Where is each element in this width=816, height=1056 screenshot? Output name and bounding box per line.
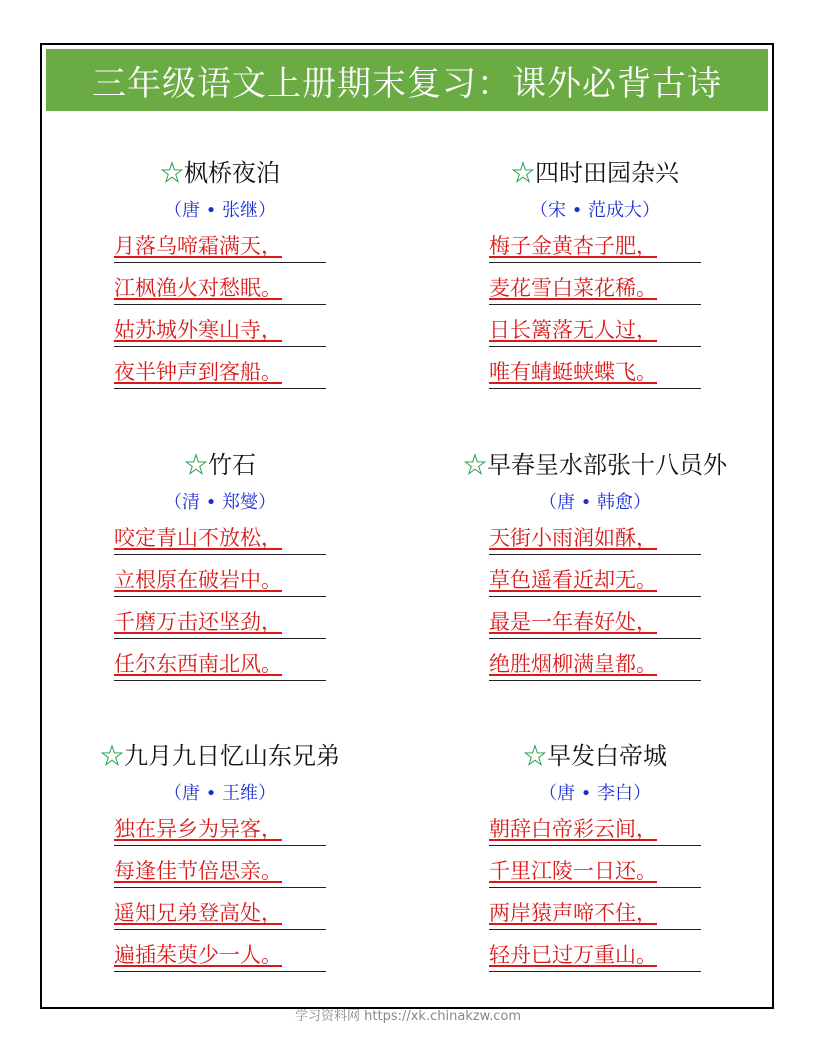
poem-line: 遍插茱萸少一人。: [114, 940, 326, 972]
poem-card: [70, 740, 370, 982]
star-icon: ☆: [511, 159, 535, 187]
star-icon: ☆: [463, 451, 487, 479]
poem-card: [445, 740, 745, 982]
poem-line: 江枫渔火对愁眠。: [114, 273, 326, 305]
poem-card: [445, 449, 745, 691]
poem-author: （唐 • 李白）: [538, 783, 652, 804]
poem-line: 任尔东西南北风。: [114, 649, 326, 681]
poem-line: 草色遥看近却无。: [489, 565, 701, 597]
star-icon: ☆: [100, 742, 124, 770]
poem-author: （唐 • 韩愈）: [538, 492, 652, 513]
poem-line: 夜半钟声到客船。: [114, 357, 326, 389]
poem-line: 轻舟已过万重山。: [489, 940, 701, 972]
poem-title: ☆竹石: [184, 451, 256, 479]
poem-line: 绝胜烟柳满皇都。: [489, 649, 701, 681]
poem-line: 朝辞白帝彩云间，: [489, 814, 701, 846]
star-icon: ☆: [184, 451, 208, 479]
poem-line: 千里江陵一日还。: [489, 856, 701, 888]
page-title: 三年级语文上册期末复习：课外必背古诗: [46, 49, 768, 111]
poem-line: 天街小雨润如酥，: [489, 523, 701, 555]
poem-line: 两岸猿声啼不住，: [489, 898, 701, 930]
poem-title: ☆九月九日忆山东兄弟: [100, 742, 340, 770]
poem-line: 千磨万击还坚劲，: [114, 607, 326, 639]
poem-line: 立根原在破岩中。: [114, 565, 326, 597]
poem-line: 遥知兄弟登高处，: [114, 898, 326, 930]
poem-line: 最是一年春好处，: [489, 607, 701, 639]
poem-line: 每逢佳节倍思亲。: [114, 856, 326, 888]
poem-line: 唯有蜻蜓蛱蝶飞。: [489, 357, 701, 389]
poem-line: 麦花雪白菜花稀。: [489, 273, 701, 305]
footer-watermark: 学习资料网 https://xk.chinakzw.com: [295, 1009, 521, 1024]
poem-title: ☆早春呈水部张十八员外: [463, 451, 727, 479]
poem-line: 咬定青山不放松，: [114, 523, 326, 555]
poem-line: 月落乌啼霜满天，: [114, 231, 326, 263]
poem-card: [70, 157, 370, 399]
poem-title: ☆枫桥夜泊: [160, 159, 280, 187]
poem-line: 梅子金黄杏子肥，: [489, 231, 701, 263]
poem-line: 独在异乡为异客，: [114, 814, 326, 846]
poem-author: （清 • 郑燮）: [163, 492, 277, 513]
poem-card: [70, 449, 370, 691]
star-icon: ☆: [160, 159, 184, 187]
star-icon: ☆: [523, 742, 547, 770]
poem-author: （唐 • 张继）: [163, 200, 277, 221]
poem-card: [445, 157, 745, 399]
poem-title: ☆早发白帝城: [523, 742, 667, 770]
poem-line: 姑苏城外寒山寺，: [114, 315, 326, 347]
poem-line: 日长篱落无人过，: [489, 315, 701, 347]
poem-author: （唐 • 王维）: [163, 783, 277, 804]
poem-author: （宋 • 范成大）: [529, 200, 661, 221]
poem-title: ☆四时田园杂兴: [511, 159, 679, 187]
